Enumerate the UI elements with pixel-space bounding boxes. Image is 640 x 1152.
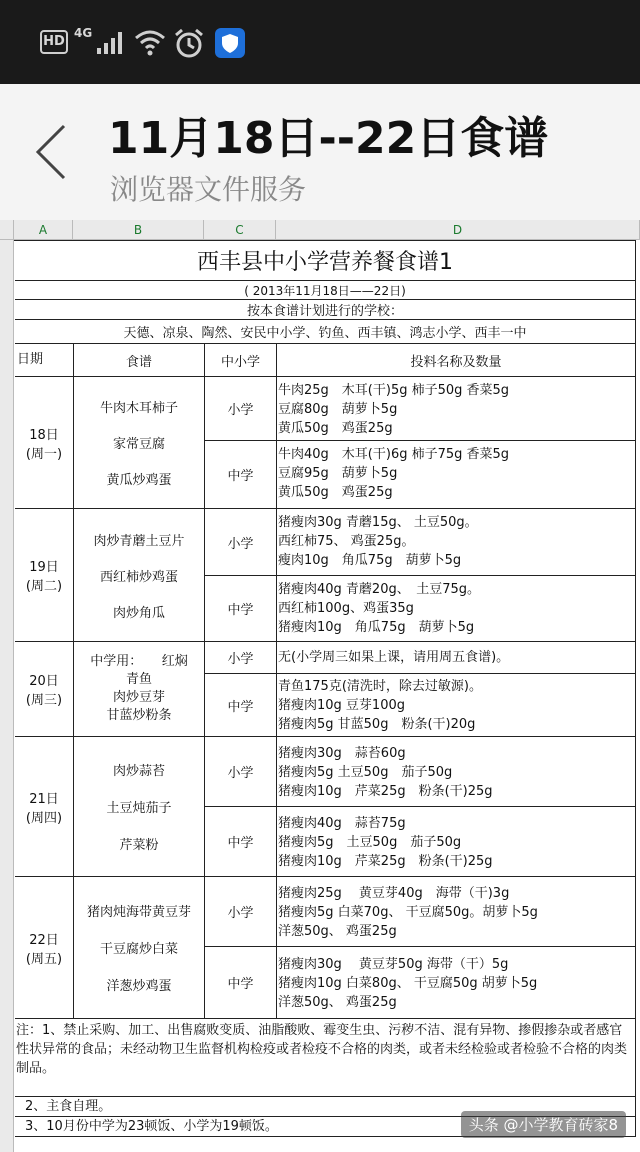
column-header-corner [0,220,14,240]
menu-dish: 青鱼 [125,672,152,687]
network-type: 4G [74,26,93,40]
level-middle[interactable]: 中学 [205,807,277,877]
menu-dish: 中学用： 红焖 [90,654,188,669]
wifi-icon [134,28,166,56]
date-range[interactable]: ( 2013年11月18日——22日) [15,281,636,300]
ingredient-line: 猪瘦肉25g 黄豆芽40g 海带（干)3g [278,886,510,901]
status-bar [0,0,640,84]
level-middle[interactable]: 中学 [205,441,277,509]
ingredient-line: 黄瓜50g 鸡蛋25g [278,485,393,500]
hd-icon: HD [40,30,68,54]
ingredient-line: 洋葱50g、 鸡蛋25g [278,995,397,1010]
day-menu[interactable] [74,642,205,737]
ingredients-primary[interactable] [277,642,636,674]
level-primary[interactable]: 小学 [205,877,277,947]
ingredient-line: 猪瘦肉10g 芹菜25g 粉条(干)25g [278,854,493,869]
level-middle[interactable]: 中学 [205,674,277,737]
ingredients-middle[interactable] [277,674,636,737]
ingredient-line: 猪瘦肉30g 青蘑15g、 土豆50g。 [278,515,478,530]
ingredient-line: 牛肉25g 木耳(干)5g 柿子50g 香菜5g [278,383,510,398]
menu-dish: 牛肉木耳柿子 [99,401,178,416]
ingredient-line: 猪瘦肉30g 蒜苔60g [278,746,406,761]
day-date[interactable]: 21日(周四) [15,737,74,877]
alarm-icon [173,28,205,58]
ingredient-line: 豆腐95g 葫萝卜5g [278,466,398,481]
shield-icon [215,28,245,58]
menu-dish: 肉炒豆芽 [112,690,165,705]
sheet-title[interactable]: 西丰县中小学营养餐食谱1 [15,241,636,281]
menu-dish: 家常豆腐 [112,437,165,452]
level-primary[interactable]: 小学 [205,377,277,441]
level-primary[interactable]: 小学 [205,642,277,674]
ingredient-line: 青鱼175克(清洗时，除去过敏源)。 [278,679,482,694]
menu-dish: 猪肉炖海带黄豆芽 [86,905,191,920]
ingredient-line: 猪瘦肉40g 青蘑20g、 土豆75g。 [278,582,481,597]
app-header [0,84,640,220]
ingredients-middle[interactable] [277,947,636,1019]
day-date[interactable]: 18日(周一) [15,377,74,509]
menu-dish: 土豆炖茄子 [106,801,172,816]
page-title: 11月18日--22日食谱 [108,113,549,164]
signal-icon [95,30,127,56]
day-menu[interactable] [74,509,205,642]
header-menu[interactable]: 食谱 [74,344,205,377]
ingredients-middle[interactable] [277,807,636,877]
note-2[interactable]: 2、主食自理。 [15,1097,636,1117]
day-date[interactable]: 19日(周二) [15,509,74,642]
header-level[interactable]: 中小学 [205,344,277,377]
ingredient-line: 猪瘦肉5g 土豆50g 茄子50g [278,765,453,780]
row-number-gutter [0,240,14,1152]
ingredient-line: 猪瘦肉10g 白菜80g、 干豆腐50g 胡萝卜5g [278,976,538,991]
ingredients-primary[interactable] [277,509,636,576]
ingredient-line: 牛肉40g 木耳(干)6g 柿子75g 香菜5g [278,447,510,462]
menu-dish: 黄瓜炒鸡蛋 [106,473,172,488]
ingredient-line: 猪瘦肉5g 甘蓝50g 粉条(干)20g [278,717,476,732]
column-header-b[interactable]: B [73,220,204,240]
menu-dish: 芹菜粉 [119,838,159,853]
spreadsheet[interactable] [0,220,640,1152]
ingredients-middle[interactable] [277,576,636,642]
ingredient-line: 洋葱50g、 鸡蛋25g [278,924,397,939]
ingredients-primary[interactable] [277,737,636,807]
ingredients-primary[interactable] [277,877,636,947]
watermark: 头条 @小学教育砖家8 [461,1111,626,1138]
level-middle[interactable]: 中学 [205,576,277,642]
level-primary[interactable]: 小学 [205,737,277,807]
menu-dish: 肉炒青蘑土豆片 [93,533,185,549]
level-middle[interactable]: 中学 [205,947,277,1019]
day-date[interactable]: 22日(周五) [15,877,74,1019]
column-header-c[interactable]: C [204,220,276,240]
ingredient-line: 猪瘦肉10g 角瓜75g 葫萝卜5g [278,620,475,635]
ingredient-line: 猪瘦肉40g 蒜苔75g [278,816,406,831]
ingredients-primary[interactable] [277,377,636,441]
menu-dish: 甘蓝炒粉条 [106,708,172,723]
ingredient-line: 猪瘦肉5g 土豆50g 茄子50g [278,835,462,850]
header-date[interactable]: 日期 [15,344,74,377]
ingredient-line: 西红柿100g、鸡蛋35g [278,601,414,616]
menu-dish: 洋葱炒鸡蛋 [106,979,172,994]
ingredient-line: 黄瓜50g 鸡蛋25g [278,421,393,436]
level-primary[interactable]: 小学 [205,509,277,576]
day-date[interactable]: 20日(周三) [15,642,74,737]
menu-dish: 西红柿炒鸡蛋 [99,569,178,585]
page-subtitle: 浏览器文件服务 [110,173,307,206]
ingredient-line: 无(小学周三如果上课，请用周五食谱)。 [278,650,510,665]
day-menu[interactable] [74,377,205,509]
column-header-a[interactable]: A [14,220,73,240]
ingredients-middle[interactable] [277,441,636,509]
menu-dish: 干豆腐炒白菜 [99,942,178,957]
ingredient-line: 豆腐80g 葫萝卜5g [278,402,398,417]
menu-dish: 肉炒蒜苔 [112,764,165,779]
ingredient-line: 猪瘦肉30g 黄豆芽50g 海带（干）5g [278,957,509,972]
column-header-d[interactable]: D [276,220,640,240]
note-1[interactable]: 注：1、禁止采购、加工、出售腐败变质、油脂酸败、霉变生虫、污秽不洁、混有异物、掺假掺杂或者感官性状异常的食品；未经动物卫生监督机构检疫或者检疫不合格的肉类，或者未经检验或者检验不合格的肉类制品。 [15,1019,636,1097]
day-menu[interactable] [74,737,205,877]
menu-dish: 肉炒角瓜 [112,605,165,621]
note-3[interactable]: 3、10月份中学为23顿饭、小学为19顿饭。 [15,1117,636,1137]
ingredient-line: 猪瘦肉10g 芹菜25g 粉条(干)25g [278,784,493,799]
ingredient-line: 猪瘦肉5g 白菜70g、 干豆腐50g。胡萝卜5g [278,905,538,920]
day-menu[interactable] [74,877,205,1019]
back-arrow-icon[interactable] [30,122,70,182]
ingredient-line: 猪瘦肉10g 豆芽100g [278,698,405,713]
schools-label[interactable]: 按本食谱计划进行的学校： [15,300,636,320]
header-ingredients[interactable]: 投料名称及数量 [277,344,636,377]
schools-list[interactable]: 天德、凉泉、陶然、安民中小学、钓鱼、西丰镇、鸿志小学、西丰一中 [15,320,636,344]
ingredient-line: 瘦肉10g 角瓜75g 葫萝卜5g [278,553,462,568]
ingredient-line: 西红柿75、 鸡蛋25g。 [278,534,415,549]
